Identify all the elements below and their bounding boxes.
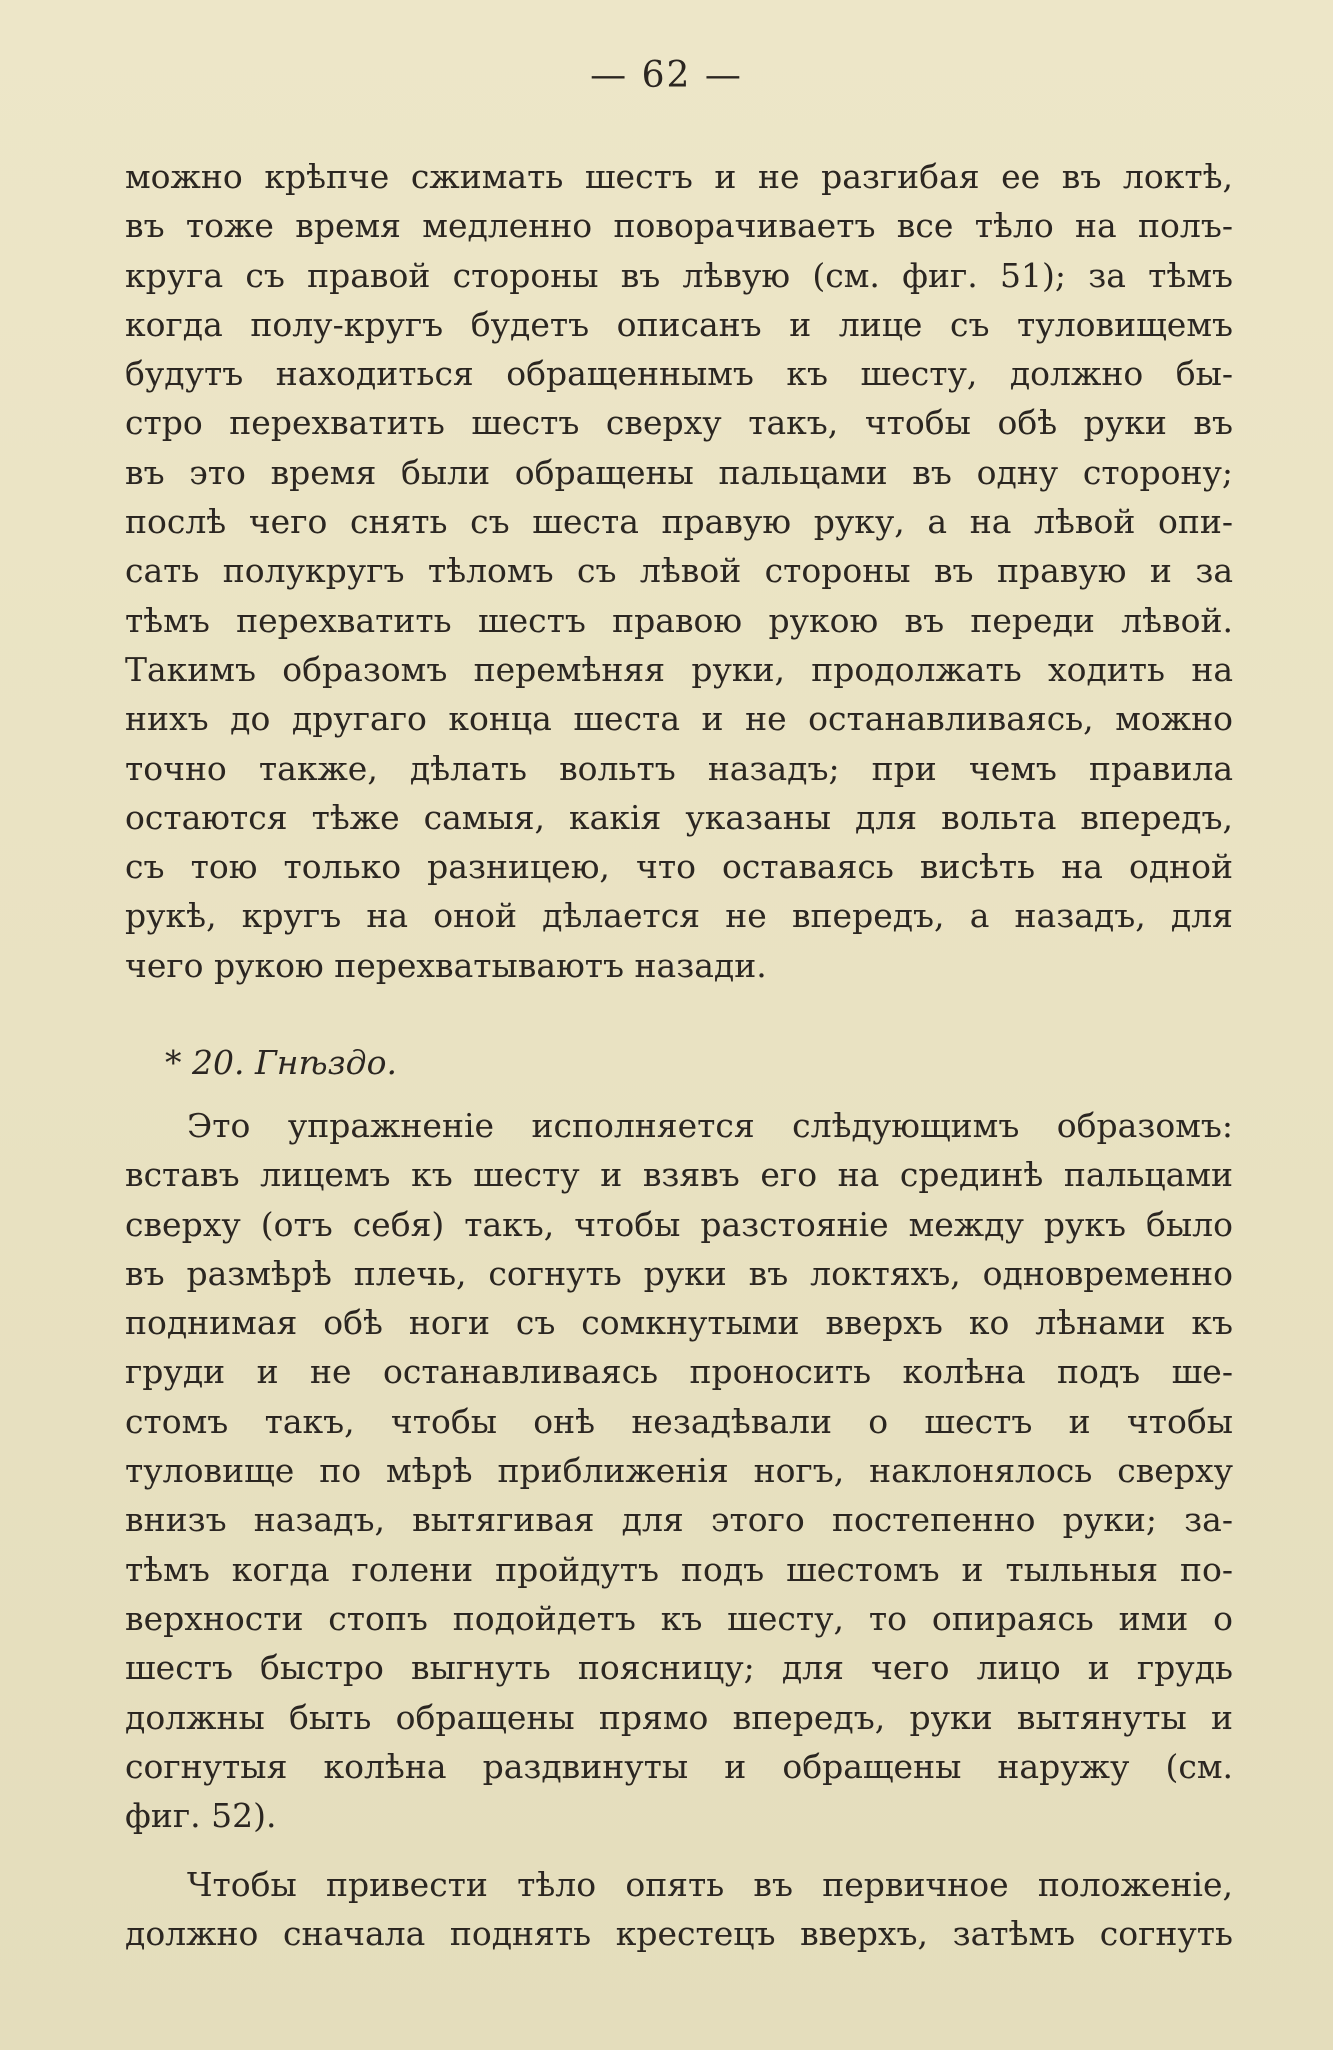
text-line: точно также, дѣлать вольтъ назадъ; при чемъ правила <box>125 748 1233 788</box>
text-line: туловище по мѣрѣ приближенія ногъ, наклонялось сверху <box>125 1451 1233 1491</box>
text-line: внизъ назадъ, вытягивая для этого постепенно руки; за- <box>125 1500 1233 1540</box>
section-heading: * 20. Гнѣздо. <box>165 1043 397 1082</box>
text-line: тѣмъ когда голени пройдутъ подъ шестомъ и тыльныя по- <box>125 1549 1233 1589</box>
text-line: согнутыя колѣна раздвинуты и обращены наружу (см. <box>125 1746 1233 1786</box>
text-line: сать полукругъ тѣломъ съ лѣвой стороны въ правую и за <box>125 551 1233 591</box>
text-line: стомъ такъ, чтобы онѣ незадѣвали о шестъ и чтобы <box>125 1401 1233 1441</box>
text-line: рукѣ, кругъ на оной дѣлается не впередъ, а назадъ, для <box>125 896 1233 936</box>
text-line: круга съ правой стороны въ лѣвую (см. фиг. 51); за тѣмъ <box>125 255 1233 295</box>
text-line: съ тою только разницею, что оставаясь висѣть на одной <box>125 847 1233 887</box>
text-line: поднимая обѣ ноги съ сомкнутыми вверхъ ко лѣнами къ <box>125 1303 1233 1343</box>
paragraph-3 <box>125 1860 1233 1959</box>
text-line: фиг. 52). <box>125 1796 277 1836</box>
text-line: верхности стопъ подойдетъ къ шесту, то опираясь ими о <box>125 1598 1233 1638</box>
text-line: стро перехватить шестъ сверху такъ, чтобы обѣ руки въ <box>125 403 1233 443</box>
text-line: въ размѣрѣ плечь, согнуть руки въ локтяхъ, одновременно <box>125 1253 1233 1293</box>
text-line: можно крѣпче сжимать шестъ и не разгибая ее въ локтѣ, <box>125 157 1233 196</box>
text-line: послѣ чего снять съ шеста правую руку, а на лѣвой опи- <box>125 502 1233 542</box>
text-line: въ это время были обращены пальцами въ одну сторону; <box>125 452 1233 492</box>
paragraph-1 <box>125 152 1233 990</box>
text-line: должны быть обращены прямо впередъ, руки вытянуты и <box>125 1697 1233 1737</box>
text-line: Это упражненіе исполняется слѣдующимъ образомъ: <box>187 1106 1233 1145</box>
text-line: вставъ лицемъ къ шесту и взявъ его на срединѣ пальцами <box>125 1155 1233 1195</box>
text-line: Такимъ образомъ перемѣняя руки, продолжать ходить на <box>125 649 1233 689</box>
text-line: нихъ до другаго конца шеста и не останавливаясь, можно <box>125 699 1233 739</box>
text-line: остаются тѣже самыя, какія указаны для вольта впередъ, <box>125 797 1233 837</box>
text-line: должно сначала поднять крестецъ вверхъ, затѣмъ согнуть <box>125 1914 1233 1954</box>
text-line: будутъ находиться обращеннымъ къ шесту, должно бы- <box>125 354 1233 394</box>
text-line: чего рукою перехватываютъ назади. <box>125 945 767 985</box>
text-line: въ тоже время медленно поворачиваетъ все тѣло на полъ- <box>125 206 1233 246</box>
text-line: шестъ быстро выгнуть поясницу; для чего лицо и грудь <box>125 1648 1233 1688</box>
text-line: Чтобы привести тѣло опять въ первичное положеніе, <box>187 1865 1233 1904</box>
text-line: сверху (отъ себя) такъ, чтобы разстояніе между рукъ было <box>125 1204 1233 1244</box>
text-line: груди и не останавливаясь проносить колѣна подъ ше- <box>125 1352 1233 1392</box>
text-line: когда полу-кругъ будетъ описанъ и лице съ туловищемъ <box>125 304 1233 344</box>
paragraph-2 <box>125 1101 1233 1840</box>
text-line: тѣмъ перехватить шестъ правою рукою въ переди лѣвой. <box>125 600 1233 640</box>
page-number: — 62 — <box>590 55 743 96</box>
